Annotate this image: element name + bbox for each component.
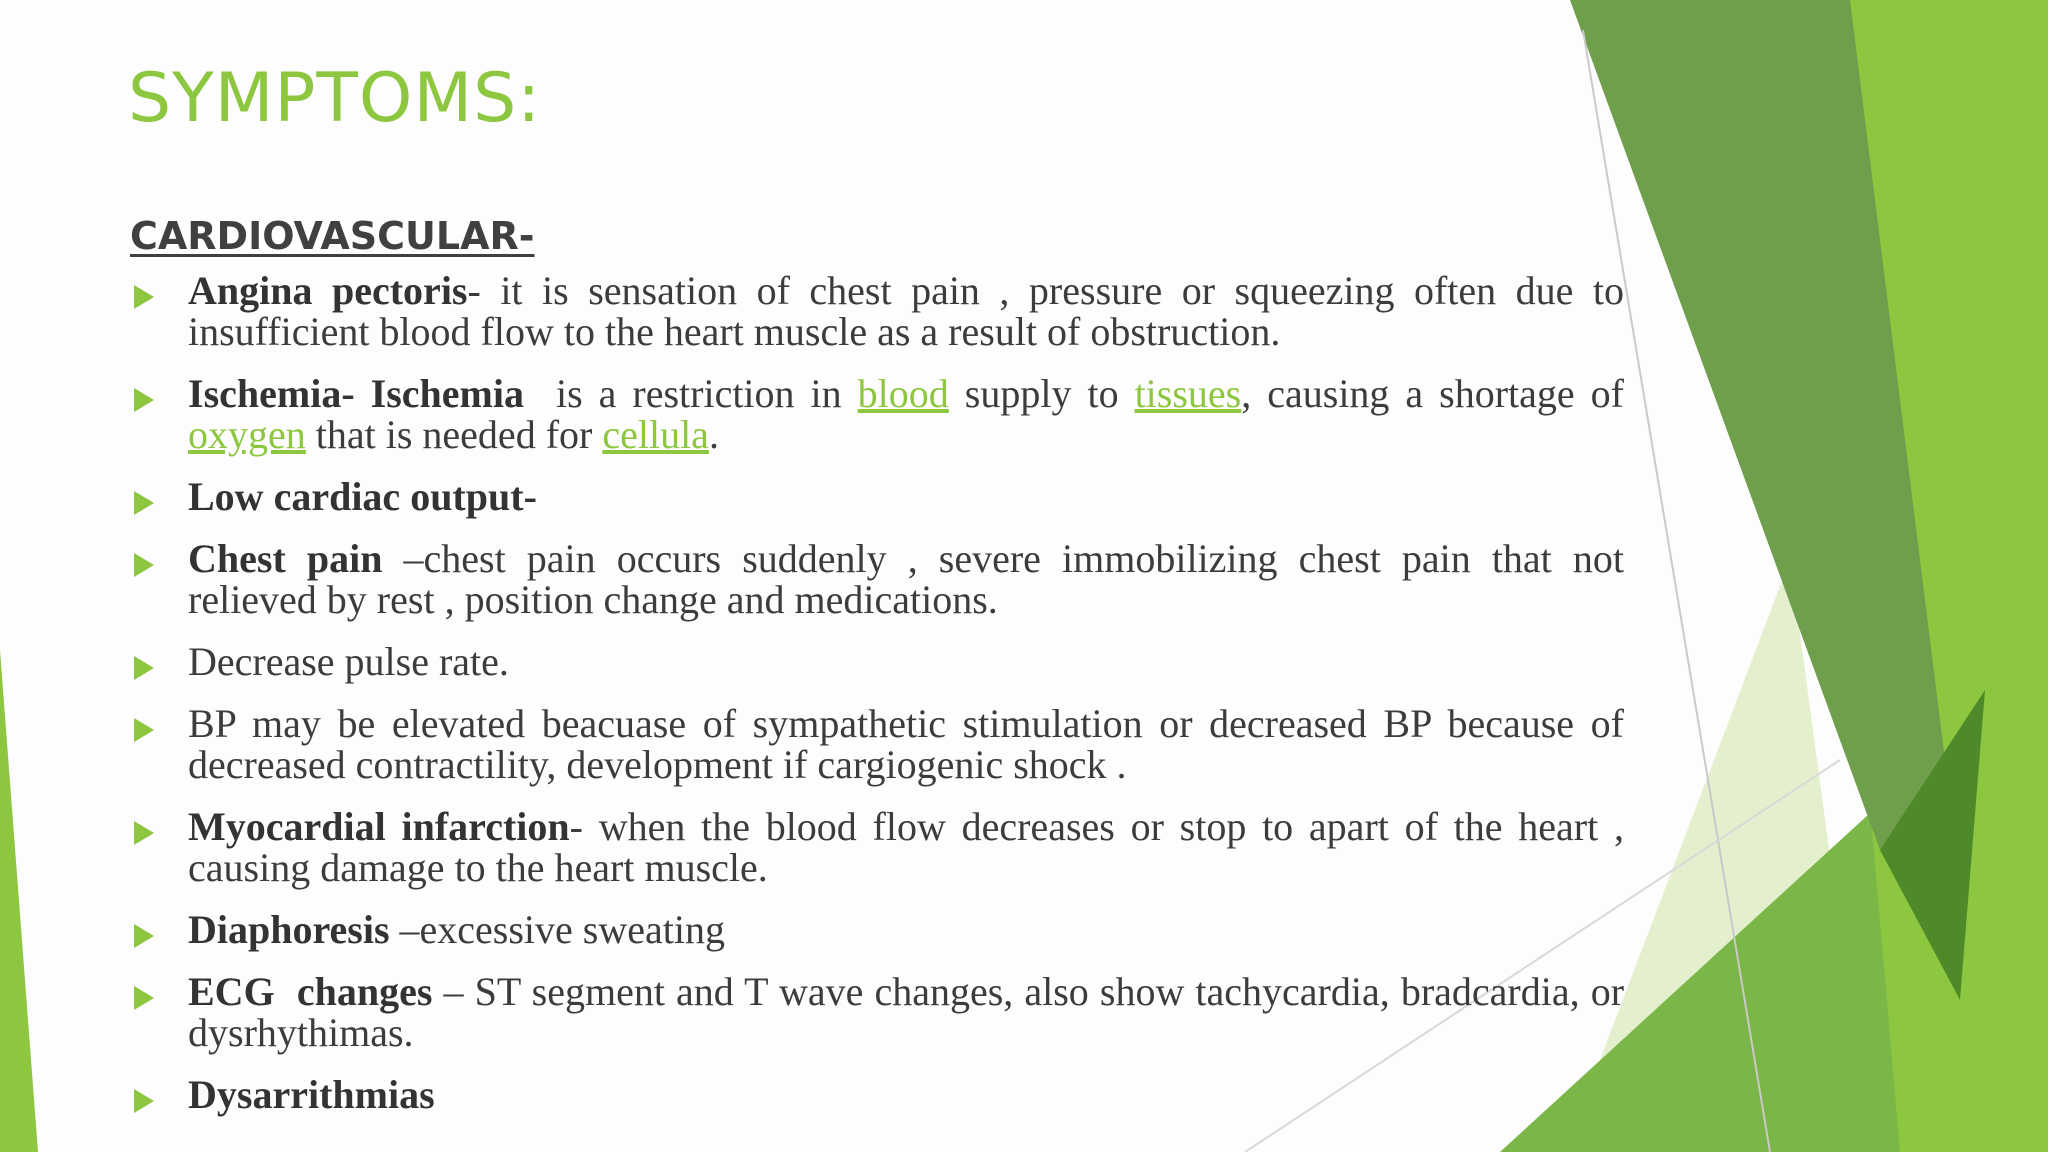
bullet-arrow-icon bbox=[134, 718, 154, 742]
bullet-list bbox=[128, 270, 1624, 1136]
bullet-arrow-icon bbox=[134, 553, 154, 577]
list-item bbox=[128, 538, 1624, 620]
bullet-text: –excessive sweating bbox=[389, 907, 725, 952]
bullet-term: Low cardiac output- bbox=[188, 474, 537, 519]
bullet-text: – ST segment and T wave changes, also show tachycardia, bradcardia, or dysrhythimas. bbox=[188, 969, 1625, 1055]
list-item bbox=[128, 971, 1624, 1053]
link-blood[interactable]: blood bbox=[857, 371, 949, 416]
bullet-arrow-icon bbox=[134, 821, 154, 845]
bullet-text: - when the blood flow decreases or stop to apart of the heart , causing damage to the heart muscle. bbox=[188, 804, 1624, 890]
bullet-term: Dysarrithmias bbox=[188, 1072, 435, 1117]
bullet-arrow-icon bbox=[134, 388, 154, 412]
bullet-arrow-icon bbox=[134, 986, 154, 1010]
bullet-text: –chest pain occurs suddenly , severe immobilizing chest pain that not relieved by rest , position change and medications. bbox=[188, 536, 1624, 622]
bullet-term: ECG changes bbox=[188, 969, 433, 1014]
bullet-text: Decrease pulse rate. bbox=[188, 639, 509, 684]
list-item bbox=[128, 806, 1624, 888]
bullet-arrow-icon bbox=[134, 924, 154, 948]
bullet-arrow-icon bbox=[134, 491, 154, 515]
bullet-term: Ischemia- Ischemia bbox=[188, 371, 524, 416]
section-heading: CARDIOVASCULAR- bbox=[130, 214, 535, 258]
list-item bbox=[128, 373, 1624, 455]
slide-title: SYMPTOMS: bbox=[128, 59, 542, 138]
bullet-arrow-icon bbox=[134, 285, 154, 309]
list-item bbox=[128, 1074, 1624, 1115]
bullet-term: Myocardial infarction bbox=[188, 804, 570, 849]
bullet-text: - it is sensation of chest pain , pressure or squeezing often due to insufficient blood flow to the heart muscle as a result of obstruction. bbox=[188, 268, 1624, 354]
bullet-text: that is needed for bbox=[305, 412, 603, 457]
list-item bbox=[128, 270, 1624, 352]
bullet-arrow-icon bbox=[134, 1089, 154, 1113]
link-cellula[interactable]: cellula bbox=[602, 412, 709, 457]
list-item bbox=[128, 641, 1624, 682]
bullet-term: Chest pain bbox=[188, 536, 383, 581]
bullet-arrow-icon bbox=[134, 656, 154, 680]
link-tissues[interactable]: tissues bbox=[1134, 371, 1242, 416]
list-item bbox=[128, 476, 1624, 517]
bullet-text: is a restriction in bbox=[523, 371, 858, 416]
bullet-text: . bbox=[708, 412, 719, 457]
bullet-text: , causing a shortage of bbox=[1241, 371, 1624, 416]
list-item bbox=[128, 909, 1624, 950]
bullet-text: supply to bbox=[948, 371, 1135, 416]
bullet-term: Angina pectoris bbox=[188, 268, 468, 313]
bullet-text: BP may be elevated beacuase of sympathetic stimulation or decreased BP because of decreased contractility, development if cargiogenic shock . bbox=[188, 701, 1624, 787]
list-item bbox=[128, 703, 1624, 785]
link-oxygen[interactable]: oxygen bbox=[188, 412, 306, 457]
bullet-term: Diaphoresis bbox=[188, 907, 390, 952]
